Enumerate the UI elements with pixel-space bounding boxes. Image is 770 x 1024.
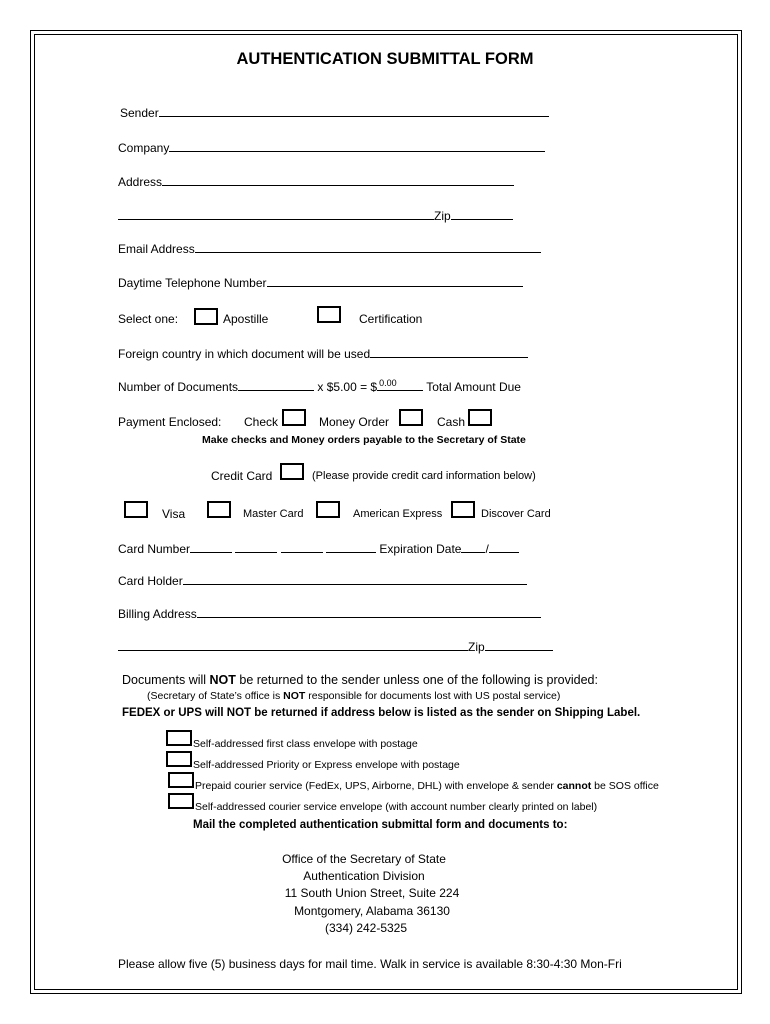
mail-to-line2: Authentication Division [303,869,425,883]
address-line2-field[interactable] [118,207,434,220]
check-label: Check [244,415,279,429]
return-notice-line2 [147,689,560,703]
email-field[interactable] [195,240,541,253]
billing-address-line2-field[interactable] [118,638,468,651]
card-number-field-4[interactable] [326,540,376,553]
foreign-country-label: Foreign country in which document will be used [118,347,371,361]
payment-label: Payment Enclosed: [118,415,222,429]
mail-to-heading: Mail the completed authentication submittal form and documents to: [193,819,568,831]
return-notice-line1 [122,673,598,687]
credit-card-note: (Please provide credit card information below) [312,470,536,482]
visa-checkbox[interactable] [124,501,148,518]
return-notice-line2-post: responsible for documents lost with US postal service) [305,690,561,702]
billing-zip-row [118,638,553,654]
check-checkbox[interactable] [282,409,306,426]
option2-checkbox[interactable] [166,751,192,767]
card-number-label: Card Number [118,542,191,556]
amount-field[interactable] [377,378,423,391]
address-row [118,173,514,189]
mail-to-line4: Montgomery, Alabama 36130 [294,904,450,918]
credit-card-checkbox[interactable] [280,463,304,480]
phone-row [118,274,523,290]
address-label: Address [118,175,163,189]
zip-field[interactable] [451,207,513,220]
option4-checkbox[interactable] [168,793,194,809]
certification-checkbox[interactable] [317,306,341,323]
price-text: x $5.00 = $ [317,380,378,394]
num-docs-field[interactable] [238,378,314,391]
card-number-field-3[interactable] [281,540,323,553]
payable-note: Make checks and Money orders payable to the Secretary of State [202,434,526,446]
foreign-country-field[interactable] [370,345,528,358]
cash-checkbox[interactable] [468,409,492,426]
discover-label: Discover Card [481,508,551,520]
address-zip-row [118,207,513,223]
mastercard-label: Master Card [243,508,304,520]
return-notice-line3: FEDEX or UPS will NOT be returned if address below is listed as the sender on Shipping Label. [122,707,641,719]
return-notice-line2-pre: (Secretary of State’s office is [147,690,284,702]
amount-value: 0.00 [379,378,397,388]
sender-row [120,104,549,120]
billing-address-row [118,605,541,621]
amex-checkbox[interactable] [316,501,340,518]
billing-zip-field[interactable] [485,638,553,651]
cash-label: Cash [437,415,466,429]
card-number-row [118,540,519,556]
form-title: AUTHENTICATION SUBMITTAL FORM [236,50,534,68]
discover-checkbox[interactable] [451,501,475,518]
company-row [118,139,545,155]
return-notice-line1-pre: Documents will [122,673,210,687]
option3-label [195,779,659,793]
address-field[interactable] [162,173,514,186]
company-field[interactable] [169,139,545,152]
option3-label-post: be SOS office [591,780,659,792]
billing-address-label: Billing Address [118,607,197,621]
mail-to-line5: (334) 242-5325 [324,921,408,935]
certification-label: Certification [359,312,423,326]
card-holder-row [118,572,527,588]
card-holder-label: Card Holder [118,574,183,588]
card-number-field-1[interactable] [190,540,232,553]
apostille-checkbox[interactable] [194,308,218,325]
option2-label: Self-addressed Priority or Express envelope with postage [193,759,460,771]
email-row [118,240,541,256]
footer-note: Please allow five (5) business days for mail time. Walk in service is available 8:30-4:30 Mon-Fri [118,957,622,971]
option1-checkbox[interactable] [166,730,192,746]
money-order-label: Money Order [319,415,390,429]
mastercard-checkbox[interactable] [207,501,231,518]
return-notice-line1-bold: NOT [209,673,236,687]
expiration-label: Expiration Date [379,542,462,556]
card-holder-field[interactable] [183,572,527,585]
return-notice-line1-post: be returned to the sender unless one of the following is provided: [235,673,598,687]
sender-field[interactable] [159,104,549,117]
amex-label: American Express [353,508,443,520]
mail-to-line3: 11 South Union Street, Suite 224 [284,886,460,900]
billing-address-field[interactable] [197,605,541,618]
phone-field[interactable] [267,274,523,287]
select-one-label: Select one: [118,312,179,326]
visa-label: Visa [162,507,186,521]
option1-label: Self-addressed first class envelope with postage [193,738,418,750]
option4-label: Self-addressed courier service envelope (with account number clearly printed on label) [195,801,598,813]
sender-label: Sender [120,106,159,120]
exp-year-field[interactable] [489,540,519,553]
foreign-country-row [118,345,528,361]
credit-card-label: Credit Card [211,469,273,483]
money-order-checkbox[interactable] [399,409,423,426]
option3-label-pre: Prepaid courier service (FedEx, UPS, Airborne, DHL) with envelope & sender [195,780,557,792]
mail-to-line1: Office of the Secretary of State [282,852,446,866]
card-number-field-2[interactable] [235,540,277,553]
company-label: Company [118,141,170,155]
option3-checkbox[interactable] [168,772,194,788]
option3-label-bold: cannot [556,780,592,792]
email-label: Email Address [118,242,195,256]
num-docs-row [118,378,521,394]
zip-label: Zip [434,209,451,223]
phone-label: Daytime Telephone Number [118,276,267,290]
apostille-label: Apostille [223,312,269,326]
return-notice-line2-bold: NOT [283,690,306,702]
num-docs-label: Number of Documents [118,380,239,394]
exp-month-field[interactable] [461,540,485,553]
billing-zip-label: Zip [468,640,485,654]
total-label: Total Amount Due [426,380,521,394]
exp-separator: / [485,542,489,556]
